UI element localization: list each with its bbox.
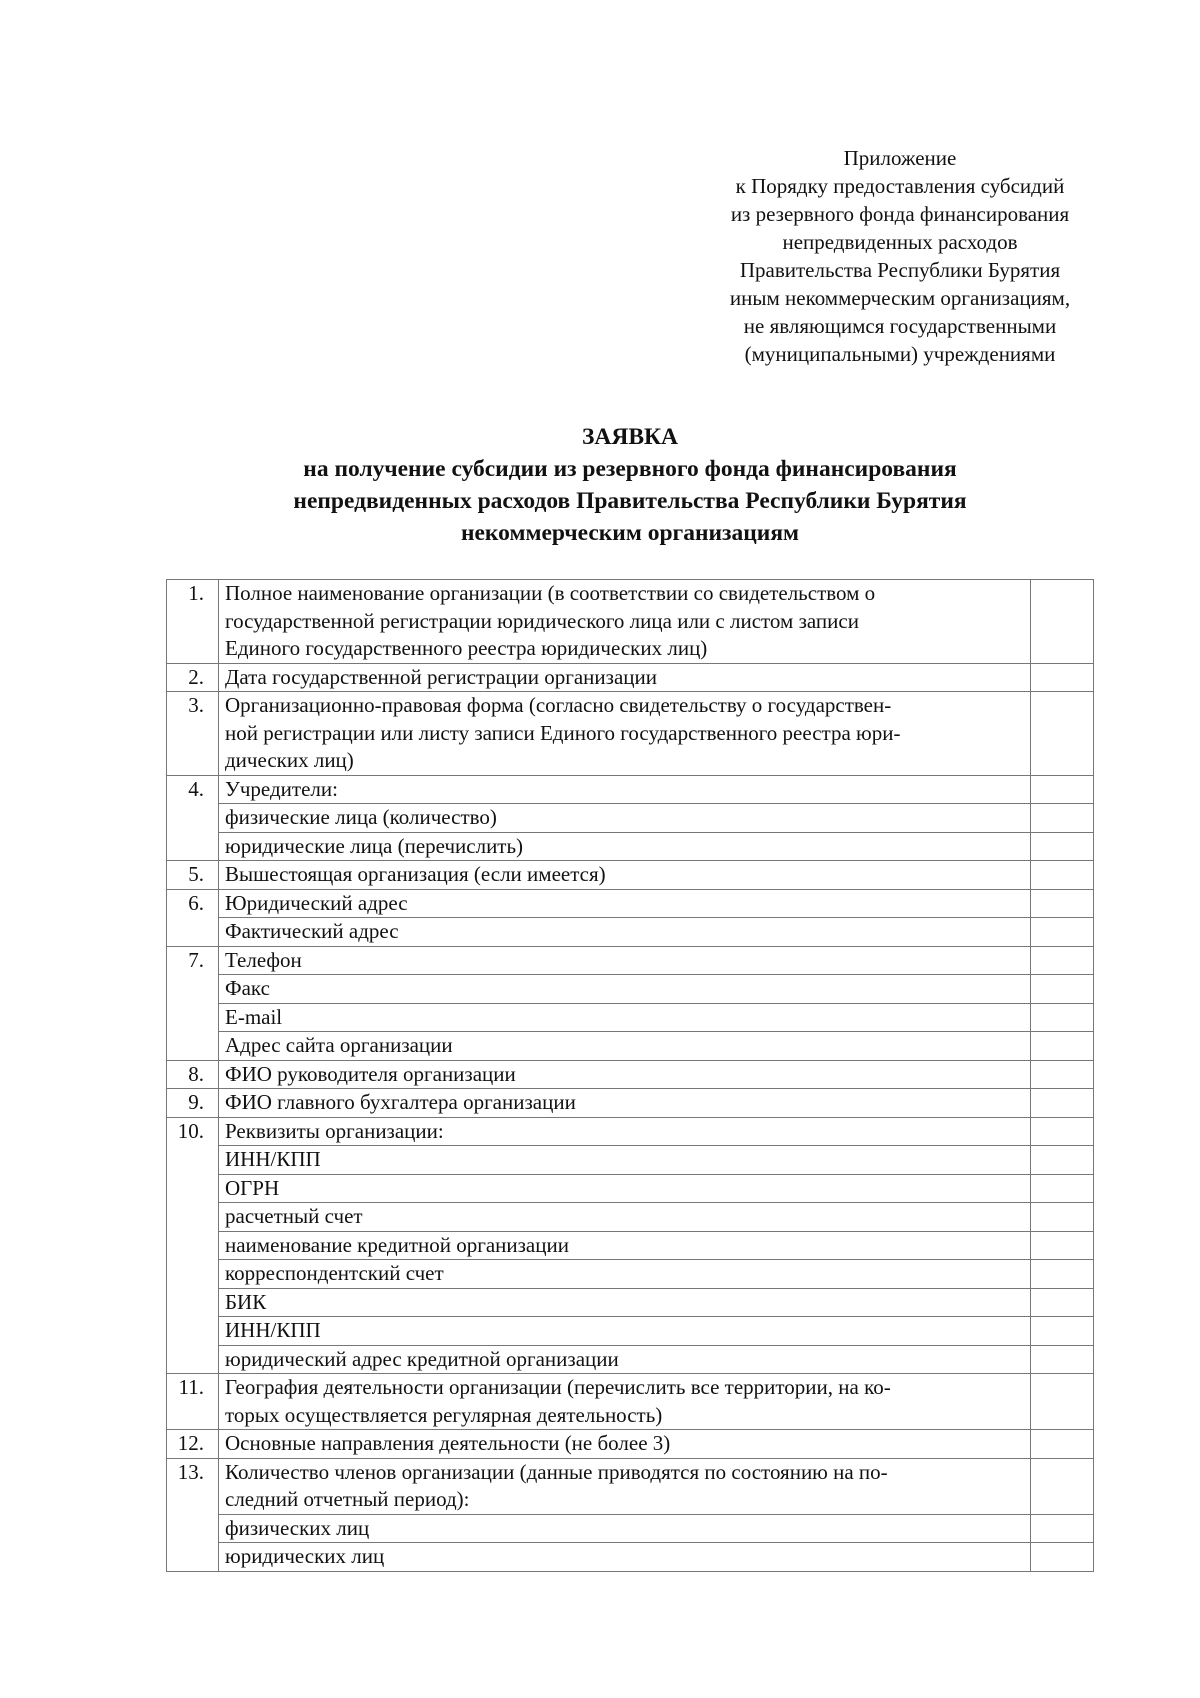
table-row (167, 663, 1094, 692)
row-label-line: ФИО главного бухгалтера организации (225, 1090, 576, 1114)
row-number: 11. (167, 1374, 219, 1430)
row-label (219, 1543, 1031, 1572)
row-label-line: Юридический адрес (225, 890, 408, 915)
row-label-line: юридический адрес кредитной организации (225, 1346, 619, 1371)
row-value-cell[interactable] (1031, 1089, 1094, 1118)
appendix-line: Правительства Республики Бурятия (739, 258, 1061, 282)
table-row (167, 1458, 1094, 1514)
table-row (167, 1260, 1094, 1289)
appendix-line: (муниципальными) учреждениями (744, 342, 1056, 366)
row-label (219, 1514, 1031, 1543)
row-value-cell[interactable] (1031, 804, 1094, 833)
row-label-line: БИК (225, 1289, 267, 1314)
row-label-line: Факс (225, 976, 270, 1000)
row-label (219, 1458, 1031, 1514)
row-number: 1. (167, 580, 219, 664)
table-row (167, 1345, 1094, 1374)
row-value-cell[interactable] (1031, 1458, 1094, 1514)
row-value-cell[interactable] (1031, 832, 1094, 861)
row-value-cell[interactable] (1031, 1543, 1094, 1572)
row-label (219, 1003, 1031, 1032)
table-row (167, 1146, 1094, 1175)
row-label-line: следний отчетный период): (225, 1487, 470, 1511)
row-label-line: Основные направления деятельности (не более 3) (225, 1431, 671, 1455)
row-label-line: торых осуществляется регулярная деятельность) (225, 1402, 663, 1427)
row-value-cell[interactable] (1031, 1060, 1094, 1089)
table-row (167, 889, 1094, 918)
table-row (167, 1514, 1094, 1543)
appendix-line: из резервного фонда финансирования (730, 202, 1070, 226)
row-label (219, 1032, 1031, 1061)
row-value-cell[interactable] (1031, 889, 1094, 918)
row-label-line: ОГРН (225, 1175, 280, 1200)
row-value-cell[interactable] (1031, 1146, 1094, 1175)
row-label (219, 1231, 1031, 1260)
row-label (219, 1060, 1031, 1089)
row-label-line: ИНН/КПП (225, 1318, 321, 1342)
table-row (167, 775, 1094, 804)
row-label (219, 889, 1031, 918)
row-label-line: ИНН/КПП (225, 1147, 321, 1171)
row-label-line: физических лиц (225, 1515, 370, 1540)
table-row (167, 1374, 1094, 1430)
row-label (219, 1260, 1031, 1289)
row-value-cell[interactable] (1031, 775, 1094, 804)
row-number: 5. (167, 861, 219, 890)
row-label-line: ной регистрации или листу записи Единого государственного реестра юри- (225, 720, 901, 745)
appendix-header (680, 144, 1120, 368)
row-label-line: Реквизиты организации: (225, 1118, 444, 1143)
row-label (219, 918, 1031, 947)
row-number: 4. (167, 775, 219, 861)
row-value-cell[interactable] (1031, 1430, 1094, 1459)
row-number: 7. (167, 946, 219, 1060)
row-value-cell[interactable] (1031, 1288, 1094, 1317)
document-title (130, 421, 1130, 549)
row-label-line: Дата государственной регистрации организации (225, 664, 657, 689)
appendix-line: Приложение (843, 146, 957, 170)
row-value-cell[interactable] (1031, 663, 1094, 692)
row-value-cell[interactable] (1031, 1117, 1094, 1146)
row-value-cell[interactable] (1031, 946, 1094, 975)
table-row (167, 946, 1094, 975)
table-row (167, 1174, 1094, 1203)
row-label (219, 1288, 1031, 1317)
row-value-cell[interactable] (1031, 692, 1094, 776)
row-label-line: расчетный счет (225, 1204, 363, 1228)
row-label-line: Телефон (225, 947, 302, 972)
row-label-line: наименование кредитной организации (225, 1232, 569, 1257)
appendix-line: не являющимся государственными (743, 314, 1057, 338)
row-label (219, 1089, 1031, 1118)
row-label (219, 1374, 1031, 1430)
row-label-line: дических лиц) (225, 748, 354, 772)
row-label (219, 775, 1031, 804)
table-row (167, 832, 1094, 861)
row-label-line: юридических лиц (225, 1544, 385, 1568)
row-label-line: Организационно-правовая форма (согласно свидетельству о государствен- (225, 693, 892, 717)
table-row (167, 1117, 1094, 1146)
row-value-cell[interactable] (1031, 1203, 1094, 1232)
row-value-cell[interactable] (1031, 1317, 1094, 1346)
row-label (219, 1146, 1031, 1175)
row-label-line: География деятельности организации (перечислить все территории, на ко- (225, 1375, 891, 1399)
row-label (219, 975, 1031, 1004)
row-label-line: Учредители: (225, 776, 338, 801)
row-label (219, 1345, 1031, 1374)
row-value-cell[interactable] (1031, 1374, 1094, 1430)
row-number: 2. (167, 663, 219, 692)
row-label-line: юридические лица (перечислить) (225, 833, 524, 858)
table-row (167, 918, 1094, 947)
appendix-line: непредвиденных расходов (782, 230, 1018, 254)
table-row (167, 1060, 1094, 1089)
row-number: 10. (167, 1117, 219, 1374)
appendix-line: к Порядку предоставления субсидий (735, 174, 1065, 198)
row-value-cell[interactable] (1031, 1260, 1094, 1289)
row-value-cell[interactable] (1031, 918, 1094, 947)
title-heading: ЗАЯВКА (581, 424, 679, 450)
row-label-line: Вышестоящая организация (если имеется) (225, 862, 606, 886)
row-label (219, 1117, 1031, 1146)
row-label (219, 832, 1031, 861)
table-row (167, 1203, 1094, 1232)
row-label-line: E-mail (225, 1004, 283, 1029)
application-form-table (166, 579, 1094, 1572)
row-value-cell[interactable] (1031, 861, 1094, 890)
row-label (219, 663, 1031, 692)
row-label (219, 1430, 1031, 1459)
table-row (167, 1317, 1094, 1346)
title-line: на получение субсидии из резервного фонда финансирования (303, 456, 957, 482)
table-row (167, 1543, 1094, 1572)
row-value-cell[interactable] (1031, 1032, 1094, 1061)
row-label-line: государственной регистрации юридического лица или с листом записи (225, 608, 859, 633)
row-number: 8. (167, 1060, 219, 1089)
table-row (167, 1089, 1094, 1118)
table-row (167, 804, 1094, 833)
row-label (219, 1174, 1031, 1203)
row-label (219, 861, 1031, 890)
table-row (167, 861, 1094, 890)
row-label (219, 1317, 1031, 1346)
row-label-line: Фактический адрес (225, 919, 399, 943)
row-label-line: Полное наименование организации (в соответствии со свидетельством о (225, 581, 876, 605)
row-number: 6. (167, 889, 219, 946)
row-label (219, 580, 1031, 664)
row-number: 9. (167, 1089, 219, 1118)
row-number: 3. (167, 692, 219, 776)
row-label-line: корреспондентский счет (225, 1261, 444, 1285)
row-value-cell[interactable] (1031, 1514, 1094, 1543)
row-value-cell[interactable] (1031, 1231, 1094, 1260)
row-number: 13. (167, 1458, 219, 1571)
row-label (219, 1203, 1031, 1232)
row-label-line: Количество членов организации (данные приводятся по состоянию на по- (225, 1459, 888, 1484)
row-value-cell[interactable] (1031, 1345, 1094, 1374)
row-label (219, 692, 1031, 776)
row-label-line: физические лица (количество) (225, 805, 497, 829)
row-number: 12. (167, 1430, 219, 1459)
table-row (167, 975, 1094, 1004)
row-label (219, 946, 1031, 975)
title-line: непредвиденных расходов Правительства Республики Бурятия (293, 488, 967, 514)
table-row (167, 1032, 1094, 1061)
row-value-cell[interactable] (1031, 1003, 1094, 1032)
table-row (167, 692, 1094, 776)
row-value-cell[interactable] (1031, 580, 1094, 664)
row-value-cell[interactable] (1031, 975, 1094, 1004)
table-row (167, 1430, 1094, 1459)
table-row (167, 580, 1094, 664)
row-label-line: Адрес сайта организации (225, 1033, 453, 1057)
appendix-line: иным некоммерческим организациям, (729, 286, 1071, 310)
row-label-line: ФИО руководителя организации (225, 1061, 516, 1086)
table-row (167, 1003, 1094, 1032)
row-label (219, 804, 1031, 833)
table-row (167, 1288, 1094, 1317)
row-label-line: Единого государственного реестра юридических лиц) (225, 636, 708, 660)
table-row (167, 1231, 1094, 1260)
row-value-cell[interactable] (1031, 1174, 1094, 1203)
title-line: некоммерческим организациям (460, 520, 800, 546)
